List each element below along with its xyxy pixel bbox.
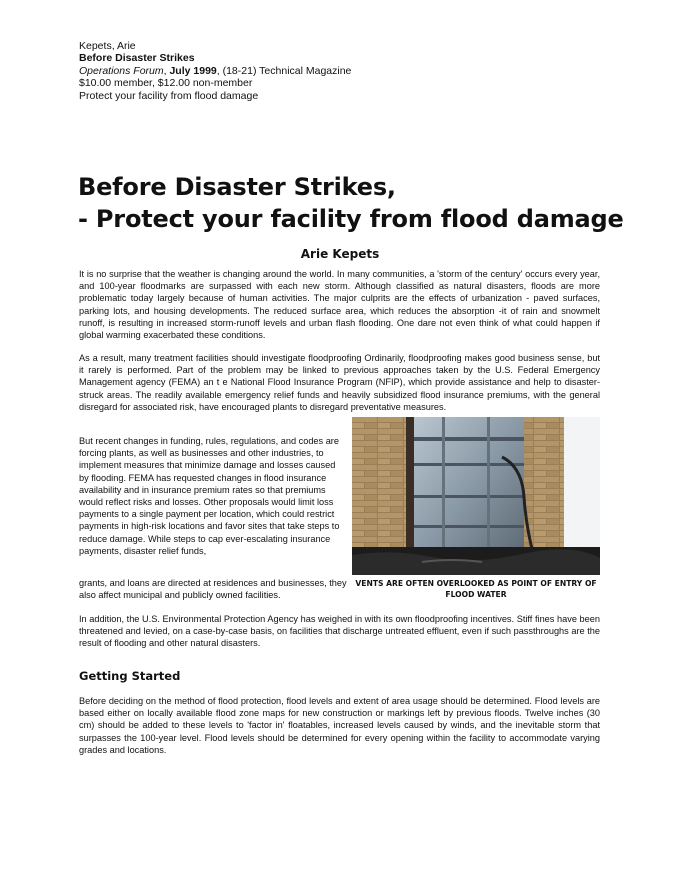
paragraph-2: As a result, many treatment facilities should investigate floodproofing Ordinarily, floodproofing makes good business sense, but it rarely is performed. Part of the problem may be linked to previous approaches taken by the U.S. Federal Emergency Management agency (FEMA) an t e National Flood Insurance Program (NFIP), which provide assistance and help to disaster-struck areas. The readily available emergency relief funds and heavily subsidized flood insurance premiums, with the general disregard for associated risk, have encouraged plants to disregard preventative measures. bbox=[79, 353, 600, 412]
paragraph-1: It is no surprise that the weather is changing around the world. In many communities, a 'storm of the century' occurs every year, and 100-year floodmarks are surpassed with each new storm. Although classified as natural disasters, floods are more problematic today largely because of human activities. The major culprits are the effects of urbanization - paved surfaces, parking lots, and housing developments. The reduced surface area, which reduces the absorption -it of rain and snowmelt runoff, is resulting in increased storm-runoff levels and urban flash flooding. One dare not even think of what could happen if global warming exacerbated these conditions. bbox=[79, 269, 600, 341]
citation-date: July 1999 bbox=[169, 64, 217, 77]
section-heading: Getting Started bbox=[79, 669, 181, 683]
flood-vent-photo bbox=[352, 417, 600, 575]
paragraph-3-column: But recent changes in funding, rules, regulations, and codes are forcing plants, as well as businesses and other industries, to implement measures that minimize damage and losses caused by flooding. FEMA has requested changes in flood insurance availability and in insurance premium rates so that premiums would reflect risks and losses. Other proposals would limit loss payments to a single payment per location, which could restrict payments in high-risk locations and favor sites that take steps to reduce damage. While steps to cap ever-escalating insurance payments, disaster relief funds, bbox=[79, 436, 340, 556]
flood-vent-illustration bbox=[352, 417, 600, 575]
citation-source-line: Operations Forum, July 1999, (18-21) Technical Magazine bbox=[79, 64, 352, 77]
citation-block bbox=[79, 40, 351, 102]
article-title bbox=[78, 171, 624, 235]
paragraph-3-continuation: In addition, the U.S. Environmental Protection Agency has weighed in with its own floodproofing incentives. Stiff fines have been threatened and levied, on a case-by-case basis, on facilities that discharge untreated effluent, even if such passthroughs are the result of flooding and other natural disasters. bbox=[79, 614, 600, 649]
paragraph-4: Before deciding on the method of flood protection, flood levels and extent of area usage should be determined. Flood levels are based either on locally available flood zone maps for new construction or markings left by previous floods. Twelve inches (30 cm) should be added to these levels to 'factor in' floatables, increased levels caused by winds, and the inevitable storm that surpasses the 100-year level. Flood levels should be determined for every opening within the facility to accommodate varying grades and locations. bbox=[79, 696, 600, 755]
citation-price: $10.00 member, $12.00 non-member bbox=[79, 77, 253, 90]
article-title-line-1: Before Disaster Strikes, bbox=[78, 173, 396, 201]
paragraph-3-tail: grants, and loans are directed at residences and businesses, they also affect municipal and publicly owned facilities. bbox=[79, 578, 347, 601]
article-title-line-2: - Protect your facility from flood damage bbox=[78, 205, 624, 233]
photo-caption: VENTS ARE OFTEN OVERLOOKED AS POINT OF ENTRY OF FLOOD WATER bbox=[355, 579, 597, 599]
byline: Arie Kepets bbox=[300, 247, 380, 261]
citation-publication: Operations Forum bbox=[79, 64, 164, 77]
citation-pages: , (18-21) Technical Magazine bbox=[216, 64, 352, 77]
citation-summary: Protect your facility from flood damage bbox=[79, 89, 259, 102]
citation-author: Kepets, Arie bbox=[79, 40, 136, 52]
citation-title: Before Disaster Strikes bbox=[79, 52, 195, 65]
